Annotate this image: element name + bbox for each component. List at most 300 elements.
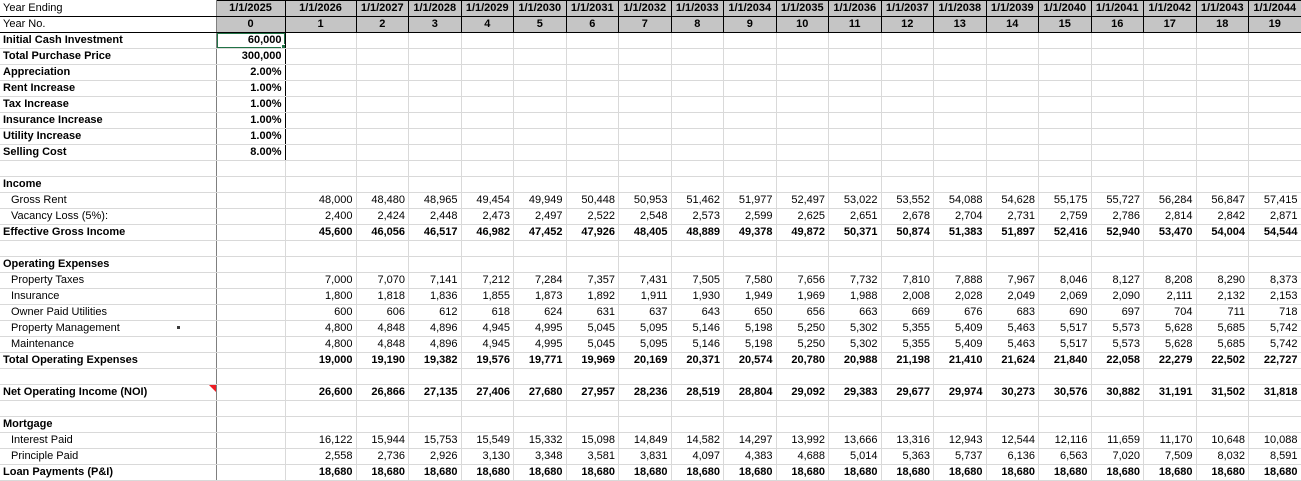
spreadsheet-cell[interactable]: 18,680 [986,465,1039,481]
spreadsheet-cell[interactable]: 53,022 [829,193,882,209]
row-label[interactable]: Total Operating Expenses [0,353,216,369]
spreadsheet-cell[interactable] [216,449,285,465]
spreadsheet-cell[interactable] [881,81,934,97]
year-no-header[interactable]: 4 [461,17,514,33]
spreadsheet-cell[interactable]: 54,544 [1249,225,1301,241]
spreadsheet-cell[interactable] [1091,65,1144,81]
spreadsheet-cell[interactable] [1249,113,1301,129]
spreadsheet-cell[interactable]: 8,290 [1196,273,1249,289]
spreadsheet-cell[interactable] [1144,417,1197,433]
spreadsheet-cell[interactable]: 18,680 [1039,465,1092,481]
row-label[interactable]: Maintenance [0,337,216,353]
spreadsheet-cell[interactable] [1144,257,1197,273]
spreadsheet-cell[interactable] [934,145,987,161]
spreadsheet-cell[interactable]: 683 [986,305,1039,321]
spreadsheet-cell[interactable] [1039,145,1092,161]
spreadsheet-cell[interactable] [285,81,356,97]
row-label[interactable] [0,369,216,385]
spreadsheet-cell[interactable]: 22,727 [1249,353,1301,369]
year-ending-header[interactable]: 1/1/2035 [776,1,829,17]
spreadsheet-cell[interactable]: 5,742 [1249,321,1301,337]
spreadsheet-cell[interactable] [829,401,882,417]
spreadsheet-cell[interactable] [409,417,462,433]
spreadsheet-cell[interactable] [1249,145,1301,161]
spreadsheet-cell[interactable]: 52,940 [1091,225,1144,241]
spreadsheet-cell[interactable] [881,129,934,145]
spreadsheet-cell[interactable] [934,417,987,433]
spreadsheet-cell[interactable] [1249,65,1301,81]
spreadsheet-cell[interactable] [881,49,934,65]
spreadsheet-cell[interactable]: 18,680 [1249,465,1301,481]
spreadsheet-cell[interactable] [514,401,567,417]
spreadsheet-cell[interactable]: 5,517 [1039,337,1092,353]
spreadsheet-cell[interactable]: 2,008 [881,289,934,305]
spreadsheet-cell[interactable] [881,113,934,129]
spreadsheet-cell[interactable] [881,97,934,113]
spreadsheet-cell[interactable] [461,161,514,177]
spreadsheet-cell[interactable] [514,241,567,257]
spreadsheet-cell[interactable] [829,257,882,273]
spreadsheet-cell[interactable]: 690 [1039,305,1092,321]
spreadsheet-cell[interactable]: 1.00% [216,97,285,113]
spreadsheet-cell[interactable]: 19,000 [285,353,356,369]
spreadsheet-cell[interactable] [671,65,724,81]
spreadsheet-cell[interactable] [881,257,934,273]
year-no-header[interactable]: 6 [566,17,619,33]
spreadsheet-cell[interactable]: 5,302 [829,337,882,353]
year-ending-header[interactable]: 1/1/2027 [356,1,409,17]
spreadsheet-cell[interactable] [619,113,672,129]
spreadsheet-cell[interactable] [1144,81,1197,97]
year-no-header[interactable]: 10 [776,17,829,33]
spreadsheet-cell[interactable] [216,193,285,209]
spreadsheet-cell[interactable] [619,241,672,257]
spreadsheet-cell[interactable] [566,401,619,417]
spreadsheet-cell[interactable] [1196,97,1249,113]
spreadsheet-cell[interactable]: 2,153 [1249,289,1301,305]
spreadsheet-cell[interactable]: 643 [671,305,724,321]
year-ending-header[interactable]: 1/1/2041 [1091,1,1144,17]
spreadsheet-cell[interactable] [1249,257,1301,273]
spreadsheet-cell[interactable]: 2,522 [566,209,619,225]
spreadsheet-cell[interactable]: 300,000 [216,49,285,65]
spreadsheet-cell[interactable] [1196,369,1249,385]
spreadsheet-cell[interactable] [986,257,1039,273]
spreadsheet-cell[interactable] [671,177,724,193]
spreadsheet-cell[interactable] [934,369,987,385]
spreadsheet-cell[interactable]: 13,316 [881,433,934,449]
spreadsheet-cell[interactable] [776,145,829,161]
spreadsheet-cell[interactable]: 2,132 [1196,289,1249,305]
spreadsheet-cell[interactable] [216,337,285,353]
spreadsheet-cell[interactable] [776,257,829,273]
spreadsheet-cell[interactable] [671,145,724,161]
spreadsheet-cell[interactable] [619,97,672,113]
spreadsheet-cell[interactable]: 2,871 [1249,209,1301,225]
spreadsheet-cell[interactable] [461,97,514,113]
spreadsheet-cell[interactable] [934,113,987,129]
spreadsheet-cell[interactable]: 2,049 [986,289,1039,305]
spreadsheet-cell[interactable]: 5,463 [986,337,1039,353]
spreadsheet-cell[interactable] [986,401,1039,417]
spreadsheet-cell[interactable] [566,161,619,177]
spreadsheet-cell[interactable] [409,33,462,49]
year-ending-header[interactable]: 1/1/2044 [1249,1,1301,17]
spreadsheet-cell[interactable] [566,257,619,273]
spreadsheet-cell[interactable] [1091,417,1144,433]
spreadsheet-cell[interactable] [1039,177,1092,193]
spreadsheet-cell[interactable]: 2,558 [285,449,356,465]
row-label[interactable]: Mortgage [0,417,216,433]
spreadsheet-cell[interactable] [285,417,356,433]
row-label[interactable] [0,161,216,177]
spreadsheet-cell[interactable]: 3,831 [619,449,672,465]
spreadsheet-cell[interactable]: 5,363 [881,449,934,465]
spreadsheet-cell[interactable] [1249,81,1301,97]
spreadsheet-cell[interactable] [1249,97,1301,113]
spreadsheet-cell[interactable] [216,161,285,177]
spreadsheet-cell[interactable] [776,401,829,417]
spreadsheet-cell[interactable] [934,177,987,193]
row-label[interactable]: Total Purchase Price [0,49,216,65]
spreadsheet-cell[interactable] [1144,33,1197,49]
spreadsheet-cell[interactable]: 618 [461,305,514,321]
spreadsheet-cell[interactable] [619,81,672,97]
spreadsheet-cell[interactable]: 7,732 [829,273,882,289]
spreadsheet-cell[interactable]: 45,600 [285,225,356,241]
spreadsheet-cell[interactable] [216,417,285,433]
spreadsheet-cell[interactable]: 50,953 [619,193,672,209]
spreadsheet-cell[interactable] [829,33,882,49]
spreadsheet-cell[interactable]: 16,122 [285,433,356,449]
spreadsheet-cell[interactable] [1144,369,1197,385]
spreadsheet-cell[interactable]: 2,842 [1196,209,1249,225]
spreadsheet-cell[interactable] [461,49,514,65]
spreadsheet-cell[interactable]: 21,198 [881,353,934,369]
spreadsheet-cell[interactable] [1144,49,1197,65]
spreadsheet-cell[interactable] [514,49,567,65]
spreadsheet-cell[interactable] [671,257,724,273]
spreadsheet-cell[interactable] [356,49,409,65]
row-label[interactable]: Gross Rent [0,193,216,209]
spreadsheet-cell[interactable]: 6,136 [986,449,1039,465]
spreadsheet-cell[interactable] [1091,97,1144,113]
row-label[interactable] [0,241,216,257]
spreadsheet-cell[interactable] [829,177,882,193]
year-no-header[interactable]: 13 [934,17,987,33]
spreadsheet-cell[interactable]: 612 [409,305,462,321]
spreadsheet-cell[interactable] [829,417,882,433]
row-label[interactable] [0,401,216,417]
spreadsheet-cell[interactable] [1144,97,1197,113]
spreadsheet-cell[interactable]: 5,146 [671,321,724,337]
year-ending-header[interactable]: 1/1/2034 [724,1,777,17]
spreadsheet-cell[interactable]: 18,680 [934,465,987,481]
spreadsheet-cell[interactable]: 2,736 [356,449,409,465]
spreadsheet-cell[interactable] [724,145,777,161]
row-label[interactable]: Owner Paid Utilities [0,305,216,321]
spreadsheet-cell[interactable] [986,241,1039,257]
spreadsheet-cell[interactable] [1039,257,1092,273]
spreadsheet-cell[interactable] [934,33,987,49]
row-label[interactable]: Property Taxes [0,273,216,289]
spreadsheet-cell[interactable]: 2,599 [724,209,777,225]
spreadsheet-cell[interactable]: 18,680 [566,465,619,481]
spreadsheet-cell[interactable]: 1,800 [285,289,356,305]
selected-cell[interactable]: 60,000 [216,33,285,49]
spreadsheet-cell[interactable]: 10,648 [1196,433,1249,449]
spreadsheet-cell[interactable] [409,49,462,65]
spreadsheet-cell[interactable] [934,257,987,273]
spreadsheet-cell[interactable]: 2,497 [514,209,567,225]
spreadsheet-cell[interactable]: 12,943 [934,433,987,449]
spreadsheet-cell[interactable]: 631 [566,305,619,321]
spreadsheet-cell[interactable] [409,161,462,177]
spreadsheet-cell[interactable]: 20,371 [671,353,724,369]
spreadsheet-cell[interactable] [1249,33,1301,49]
spreadsheet-cell[interactable] [461,33,514,49]
spreadsheet-cell[interactable]: 29,092 [776,385,829,401]
spreadsheet-cell[interactable]: 51,897 [986,225,1039,241]
spreadsheet-cell[interactable] [285,145,356,161]
spreadsheet-cell[interactable] [1039,369,1092,385]
year-no-header[interactable]: 1 [285,17,356,33]
row-label[interactable]: Insurance [0,289,216,305]
spreadsheet-cell[interactable]: 5,573 [1091,321,1144,337]
spreadsheet-cell[interactable] [671,49,724,65]
year-ending-header[interactable]: 1/1/2040 [1039,1,1092,17]
spreadsheet-cell[interactable]: 697 [1091,305,1144,321]
spreadsheet-cell[interactable] [776,33,829,49]
spreadsheet-cell[interactable]: 15,753 [409,433,462,449]
spreadsheet-cell[interactable] [671,97,724,113]
spreadsheet-cell[interactable] [409,97,462,113]
spreadsheet-cell[interactable]: 4,995 [514,321,567,337]
row-label[interactable]: Rent Increase [0,81,216,97]
spreadsheet-cell[interactable] [1196,33,1249,49]
spreadsheet-cell[interactable] [356,257,409,273]
row-label[interactable]: Utility Increase [0,129,216,145]
spreadsheet-cell[interactable]: 31,818 [1249,385,1301,401]
spreadsheet-cell[interactable] [356,145,409,161]
spreadsheet-cell[interactable] [1039,49,1092,65]
spreadsheet-cell[interactable] [285,49,356,65]
spreadsheet-cell[interactable] [566,113,619,129]
spreadsheet-cell[interactable] [1196,177,1249,193]
spreadsheet-cell[interactable] [1091,177,1144,193]
spreadsheet-cell[interactable]: 5,628 [1144,321,1197,337]
spreadsheet-cell[interactable] [409,241,462,257]
spreadsheet-cell[interactable] [619,369,672,385]
spreadsheet-cell[interactable]: 51,383 [934,225,987,241]
spreadsheet-cell[interactable]: 10,088 [1249,433,1301,449]
spreadsheet-cell[interactable] [1091,161,1144,177]
spreadsheet-cell[interactable]: 22,502 [1196,353,1249,369]
year-no-header[interactable]: 14 [986,17,1039,33]
spreadsheet-cell[interactable] [356,113,409,129]
spreadsheet-cell[interactable] [409,401,462,417]
year-no-header[interactable]: 3 [409,17,462,33]
spreadsheet-cell[interactable] [776,417,829,433]
spreadsheet-cell[interactable]: 2,814 [1144,209,1197,225]
spreadsheet-cell[interactable]: 676 [934,305,987,321]
spreadsheet-cell[interactable]: 1,969 [776,289,829,305]
spreadsheet-cell[interactable] [514,65,567,81]
spreadsheet-cell[interactable]: 18,680 [829,465,882,481]
spreadsheet-cell[interactable] [776,241,829,257]
spreadsheet-cell[interactable]: 28,236 [619,385,672,401]
spreadsheet-cell[interactable] [1144,145,1197,161]
spreadsheet-cell[interactable] [619,65,672,81]
spreadsheet-cell[interactable] [986,33,1039,49]
spreadsheet-cell[interactable]: 5,628 [1144,337,1197,353]
spreadsheet-cell[interactable] [461,129,514,145]
spreadsheet-cell[interactable]: 49,872 [776,225,829,241]
spreadsheet-cell[interactable]: 5,095 [619,337,672,353]
spreadsheet-cell[interactable] [1249,241,1301,257]
spreadsheet-cell[interactable]: 47,926 [566,225,619,241]
spreadsheet-cell[interactable]: 2,759 [1039,209,1092,225]
spreadsheet-cell[interactable] [1144,241,1197,257]
spreadsheet-cell[interactable]: 18,680 [285,465,356,481]
spreadsheet-cell[interactable] [671,161,724,177]
spreadsheet-cell[interactable]: 18,680 [461,465,514,481]
spreadsheet-cell[interactable] [514,177,567,193]
spreadsheet-cell[interactable]: 4,800 [285,321,356,337]
spreadsheet-cell[interactable] [671,33,724,49]
spreadsheet-cell[interactable] [881,417,934,433]
spreadsheet-cell[interactable] [356,241,409,257]
spreadsheet-cell[interactable] [829,369,882,385]
spreadsheet-cell[interactable] [1144,177,1197,193]
spreadsheet-cell[interactable]: 4,995 [514,337,567,353]
spreadsheet-cell[interactable]: 2,651 [829,209,882,225]
spreadsheet-cell[interactable] [514,417,567,433]
spreadsheet-cell[interactable] [566,33,619,49]
spreadsheet-cell[interactable] [776,97,829,113]
spreadsheet-cell[interactable] [1091,49,1144,65]
spreadsheet-cell[interactable]: 2,111 [1144,289,1197,305]
spreadsheet-cell[interactable] [776,369,829,385]
spreadsheet-cell[interactable]: 20,574 [724,353,777,369]
spreadsheet-cell[interactable] [461,417,514,433]
spreadsheet-cell[interactable] [1039,33,1092,49]
spreadsheet-cell[interactable] [881,145,934,161]
spreadsheet-cell[interactable]: 7,070 [356,273,409,289]
spreadsheet-cell[interactable] [671,369,724,385]
spreadsheet-cell[interactable]: 28,519 [671,385,724,401]
spreadsheet-cell[interactable] [829,97,882,113]
spreadsheet-cell[interactable]: 47,452 [514,225,567,241]
spreadsheet-cell[interactable]: 48,889 [671,225,724,241]
spreadsheet-cell[interactable] [776,81,829,97]
year-no-header[interactable]: 18 [1196,17,1249,33]
spreadsheet-cell[interactable] [514,33,567,49]
spreadsheet-cell[interactable] [671,81,724,97]
spreadsheet-cell[interactable] [285,33,356,49]
spreadsheet-cell[interactable] [776,113,829,129]
spreadsheet-cell[interactable]: 4,383 [724,449,777,465]
spreadsheet-cell[interactable] [776,65,829,81]
spreadsheet-cell[interactable] [1039,97,1092,113]
spreadsheet-cell[interactable]: 18,680 [1144,465,1197,481]
year-no-header[interactable]: 9 [724,17,777,33]
spreadsheet-cell[interactable] [1091,257,1144,273]
spreadsheet-cell[interactable] [881,177,934,193]
spreadsheet-cell[interactable]: 22,058 [1091,353,1144,369]
spreadsheet-cell[interactable] [514,369,567,385]
spreadsheet-cell[interactable] [409,145,462,161]
spreadsheet-cell[interactable]: 4,945 [461,321,514,337]
spreadsheet-cell[interactable] [566,129,619,145]
row-label[interactable]: Operating Expenses [0,257,216,273]
spreadsheet-cell[interactable]: 52,416 [1039,225,1092,241]
spreadsheet-cell[interactable]: 2,573 [671,209,724,225]
spreadsheet-cell[interactable] [1091,81,1144,97]
spreadsheet-cell[interactable]: 12,544 [986,433,1039,449]
spreadsheet-cell[interactable] [1249,161,1301,177]
spreadsheet-cell[interactable]: 8,208 [1144,273,1197,289]
spreadsheet-cell[interactable] [1196,129,1249,145]
spreadsheet-cell[interactable]: 48,965 [409,193,462,209]
spreadsheet-cell[interactable] [619,33,672,49]
spreadsheet-cell[interactable] [409,113,462,129]
spreadsheet-cell[interactable]: 27,135 [409,385,462,401]
spreadsheet-cell[interactable] [514,113,567,129]
spreadsheet-cell[interactable] [461,145,514,161]
spreadsheet-cell[interactable] [356,97,409,113]
spreadsheet-cell[interactable] [829,81,882,97]
spreadsheet-cell[interactable]: 8,046 [1039,273,1092,289]
spreadsheet-cell[interactable] [216,353,285,369]
spreadsheet-cell[interactable]: 46,982 [461,225,514,241]
spreadsheet-cell[interactable] [986,145,1039,161]
spreadsheet-cell[interactable]: 2,473 [461,209,514,225]
spreadsheet-cell[interactable]: 30,273 [986,385,1039,401]
year-ending-header[interactable]: 1/1/2026 [285,1,356,17]
spreadsheet-cell[interactable]: 50,371 [829,225,882,241]
spreadsheet-cell[interactable] [671,401,724,417]
spreadsheet-cell[interactable] [724,97,777,113]
spreadsheet-cell[interactable] [285,369,356,385]
spreadsheet-cell[interactable]: 7,431 [619,273,672,289]
spreadsheet-cell[interactable]: 1,836 [409,289,462,305]
spreadsheet-cell[interactable] [216,273,285,289]
spreadsheet-cell[interactable] [1039,129,1092,145]
spreadsheet-cell[interactable]: 663 [829,305,882,321]
year-no-header[interactable]: 2 [356,17,409,33]
year-ending-header[interactable]: 1/1/2025 [216,1,285,17]
spreadsheet-cell[interactable]: 30,576 [1039,385,1092,401]
spreadsheet-cell[interactable]: 13,666 [829,433,882,449]
row-label[interactable]: Net Operating Income (NOI) [0,385,216,401]
spreadsheet-cell[interactable] [356,81,409,97]
spreadsheet-cell[interactable] [934,129,987,145]
spreadsheet-cell[interactable]: 4,945 [461,337,514,353]
spreadsheet-cell[interactable]: 5,014 [829,449,882,465]
spreadsheet-cell[interactable] [566,417,619,433]
spreadsheet-cell[interactable] [724,401,777,417]
spreadsheet-cell[interactable] [671,113,724,129]
spreadsheet-cell[interactable] [1196,49,1249,65]
spreadsheet-cell[interactable] [1249,369,1301,385]
spreadsheet-cell[interactable] [216,241,285,257]
year-no-label[interactable]: Year No. [0,17,216,33]
spreadsheet-cell[interactable] [934,81,987,97]
year-ending-header[interactable]: 1/1/2039 [986,1,1039,17]
spreadsheet-cell[interactable] [216,289,285,305]
spreadsheet-cell[interactable] [566,145,619,161]
